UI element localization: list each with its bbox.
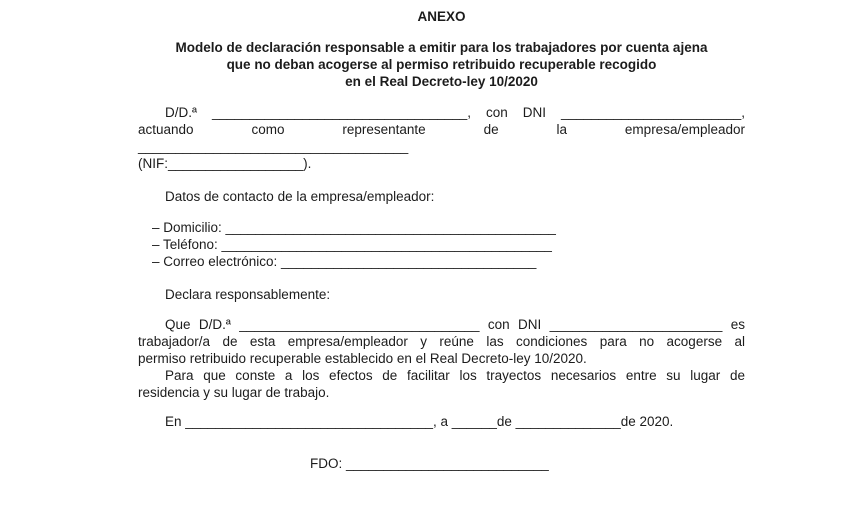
contact-section-heading: Datos de contacto de la empresa/empleador: [165, 189, 435, 204]
document-title [138, 39, 745, 90]
purpose-paragraph [138, 367, 745, 401]
document-title-line: que no deban acogerse al permiso retribuido recuperable recogido [226, 57, 657, 72]
contact-item-phone: – Teléfono: ____________________________________________ [152, 237, 552, 252]
representative-paragraph [138, 104, 745, 172]
representative-name-dni-line: D/D.ª __________________________________, con DNI ________________________, [165, 105, 745, 120]
document-title-line: Modelo de declaración responsable a emitir para los trabajadores por cuenta ajena [175, 40, 708, 55]
contact-item-email: – Correo electrónico: __________________________________ [152, 254, 537, 269]
declaration-paragraph [138, 316, 745, 367]
place-date-line: En _________________________________, a ______de ______________de 2020. [165, 414, 674, 429]
declaration-body-line: permiso retribuido recuperable establecido en el Real Decreto-ley 10/2020. [138, 351, 587, 366]
nif-line: (NIF:__________________). [138, 156, 312, 171]
purpose-line: Para que conste a los efectos de facilitar los trayectos necesarios entre su lugar de [165, 368, 745, 383]
contact-item-address: – Domicilio: ____________________________________________ [152, 220, 556, 235]
purpose-line: residencia y su lugar de trabajo. [138, 385, 330, 400]
annex-heading: ANEXO [417, 9, 466, 24]
signature-line: FDO: ___________________________ [310, 456, 549, 471]
document-page [138, 8, 745, 472]
company-representative-line: actuando como representante de la empresa/empleador ____________________________________ [138, 122, 745, 154]
declaration-section-heading: Declara responsablemente: [165, 287, 331, 302]
contact-list [138, 219, 745, 270]
document-title-line: en el Real Decreto-ley 10/2020 [345, 74, 538, 89]
worker-name-dni-line: Que D/D.ª ________________________________ con DNI _______________________ es [165, 317, 745, 332]
declaration-body-line: trabajador/a de esta empresa/empleador y reúne las condiciones para no acogerse al [138, 334, 745, 349]
